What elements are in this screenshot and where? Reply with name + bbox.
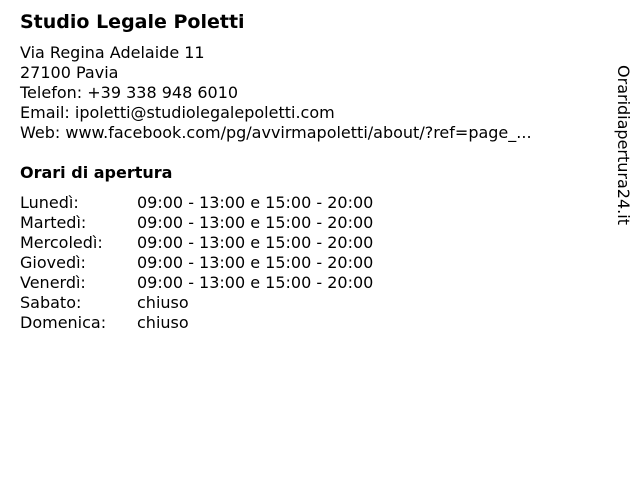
day-hours: 09:00 - 13:00 e 15:00 - 20:00: [137, 273, 374, 292]
day-hours: 09:00 - 13:00 e 15:00 - 20:00: [137, 213, 374, 232]
city-postal-code: 27100 Pavia: [20, 63, 119, 82]
day-label: Sabato:: [20, 293, 82, 312]
business-name: Studio Legale Poletti: [20, 11, 245, 33]
contact-info: [20, 43, 532, 143]
day-hours: 09:00 - 13:00 e 15:00 - 20:00: [137, 253, 374, 272]
day-label: Mercoledì:: [20, 233, 103, 252]
hours-row-friday: [20, 273, 373, 293]
email-address: Email: ipoletti@studiolegalepoletti.com: [20, 103, 335, 122]
hours-row-monday: [20, 193, 373, 213]
hours-row-tuesday: [20, 213, 373, 233]
day-label: Domenica:: [20, 313, 107, 332]
opening-hours-list: [20, 193, 373, 333]
day-label: Martedì:: [20, 213, 87, 232]
day-hours: chiuso: [137, 313, 189, 332]
day-hours: 09:00 - 13:00 e 15:00 - 20:00: [137, 193, 374, 212]
hours-row-wednesday: [20, 233, 373, 253]
hours-row-saturday: [20, 293, 373, 313]
opening-hours-heading: Orari di apertura: [20, 163, 173, 182]
phone-number: Telefon: +39 338 948 6010: [20, 83, 239, 102]
site-watermark: Oraridiapertura24.it: [614, 65, 633, 225]
website-url: Web: www.facebook.com/pg/avvirmapoletti/about/?ref=page_...: [20, 123, 532, 142]
day-label: Venerdì:: [20, 273, 86, 292]
hours-row-sunday: [20, 313, 373, 333]
street-address: Via Regina Adelaide 11: [20, 43, 205, 62]
day-label: Giovedì:: [20, 253, 86, 272]
hours-row-thursday: [20, 253, 373, 273]
day-hours: chiuso: [137, 293, 189, 312]
day-hours: 09:00 - 13:00 e 15:00 - 20:00: [137, 233, 374, 252]
day-label: Lunedì:: [20, 193, 79, 212]
